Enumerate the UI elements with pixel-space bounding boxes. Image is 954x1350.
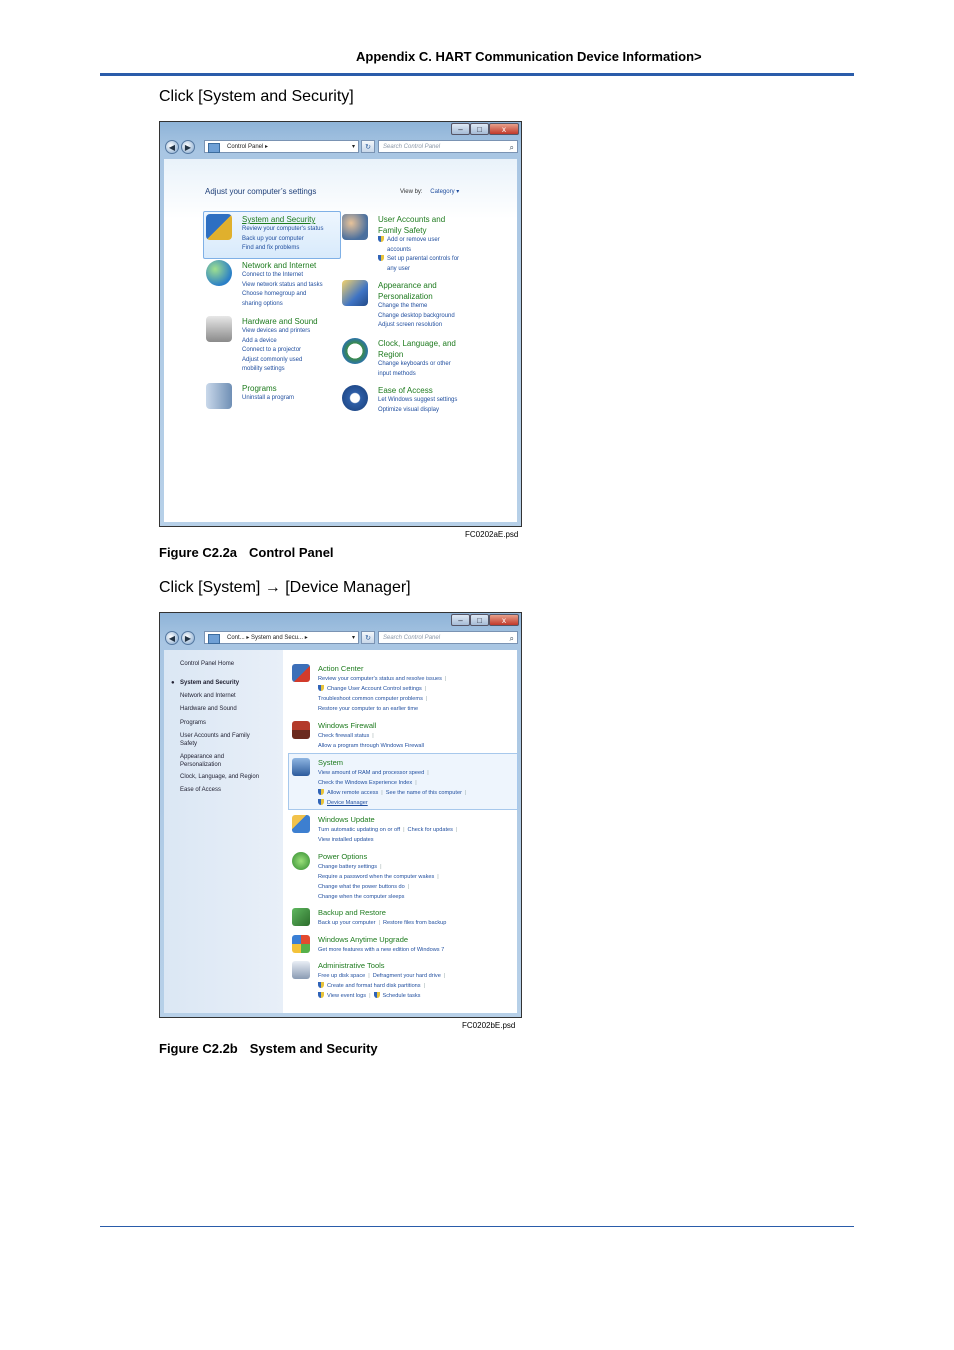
maximize-button[interactable]: □ (470, 123, 489, 135)
title-bar (160, 122, 521, 138)
sidebar-item-appearance-line-2[interactable]: Personalization (180, 762, 222, 768)
admin-tools-icon (292, 961, 310, 979)
sidebar-item-user-accounts[interactable]: User Accounts and Family (180, 733, 250, 739)
sidebar (164, 650, 283, 1013)
windows-logo-icon (292, 935, 310, 953)
back-arrow-icon[interactable]: ◀ (165, 140, 179, 154)
forward-arrow-icon[interactable]: ▶ (181, 631, 195, 645)
shield-flag-icon (206, 214, 232, 240)
sidebar-item-user-accounts-line-2[interactable]: Safety (180, 741, 198, 747)
ease-of-access-icon (342, 385, 368, 411)
close-button[interactable]: x (489, 614, 519, 626)
control-panel-content: Adjust your computer’s settings View by: Category ▾ System and Security Review your computer's status Back up your computer Find and fix problems Network and Internet Connect to the Internet View network status and tasks Choose homegroup and sharing options Hardware and Sound View devices and printers Add a device Connect to a projector Adjust commonly used mobility settings Programs Uninstall a program User Accounts and Family Safety Add or remove user accounts Set up parental controls for any user Appearance and Personalization Change the theme Change desktop background Adjust screen resolution Clock, Language, and Region Change keyboards or other input methods Ease of Access Let Windows suggest settings Optimize visual display (164, 159, 517, 522)
programs-icon (206, 383, 232, 409)
flag-icon (292, 664, 310, 682)
uac-shield-icon (374, 992, 380, 998)
chevron-down-icon[interactable]: ▾ (351, 144, 355, 150)
uac-shield-icon (378, 236, 384, 242)
address-bar[interactable]: Control Panel ▸ ▾ (204, 140, 359, 153)
system-security-window (159, 612, 522, 1018)
firewall-icon (292, 721, 310, 739)
clock-globe-icon (342, 338, 368, 364)
refresh-icon[interactable]: ↻ (361, 631, 375, 644)
minimize-button[interactable]: – (451, 123, 470, 135)
page-title: Adjust your computer’s settings (205, 187, 317, 196)
uac-shield-icon (318, 789, 324, 795)
computer-icon (292, 758, 310, 776)
sidebar-item-programs[interactable]: Programs (180, 720, 207, 726)
uac-shield-icon (318, 799, 324, 805)
view-by-dropdown[interactable]: Category ▾ (430, 189, 460, 195)
sidebar-item-control-panel-home[interactable]: Control Panel Home (180, 661, 235, 667)
uac-shield-icon (318, 685, 324, 691)
title-bar (160, 613, 521, 629)
figure-1-file: FC0202aE.psd (465, 530, 519, 539)
system-security-content: Control Panel Home ● System and Security Network and Internet Hardware and Sound Programs User Accounts and Family Safety Appearance and Personalization Clock, Language, and Region Ease of Access Action Center Review your computer's status and resolve issues | Change User Account Control settings | Troubleshoot common computer problems | Restore your computer to an earlier time Windows Firewall Check firewall status | Allow a program through Windows Firewall System View amount of RAM and processor speed | Check the Windows Experience Index | Allow remote access | See the name of this computer | Device Manager Windows Update Turn automatic updating on or off | Check for updates | View installed updates Power Options Change battery settings | Require a password when the computer wakes | Change what the power buttons do | Change when the computer sleeps Backup and Restore Back up your computer | Restore files from backup Windows Anytime Upgrade Get more features with a new edition of Windows 7 Administrative Tools Free up disk space | Defragment your hard drive | Create and format hard disk partitions | View event logs | Schedule tasks (164, 650, 517, 1013)
navigation-bar (160, 629, 521, 647)
instruction-2: Click [System] → [Device Manager] (159, 579, 411, 596)
sidebar-item-appearance[interactable]: Appearance and (180, 754, 225, 760)
figure-2-file: FC0202bE.psd (462, 1021, 516, 1030)
page-header: Appendix C. HART Communication Device Information> (356, 49, 702, 64)
forward-arrow-icon[interactable]: ▶ (181, 140, 195, 154)
control-panel-folder-icon (208, 634, 220, 644)
sidebar-item-ease-of-access[interactable]: Ease of Access (180, 787, 222, 793)
appearance-icon (342, 280, 368, 306)
maximize-button[interactable]: □ (470, 614, 489, 626)
footer-rule (100, 1226, 854, 1227)
address-bar[interactable]: Cont... ▸ System and Secu... ▸ ▾ (204, 631, 359, 644)
uac-shield-icon (378, 255, 384, 261)
uac-shield-icon (318, 982, 324, 988)
search-icon[interactable]: ⌕ (509, 143, 514, 152)
globe-network-icon (206, 260, 232, 286)
search-input[interactable]: Search Control Panel ⌕ (378, 140, 518, 153)
chevron-down-icon[interactable]: ▾ (351, 635, 355, 641)
back-arrow-icon[interactable]: ◀ (165, 631, 179, 645)
control-panel-window (159, 121, 522, 527)
sidebar-item-hardware[interactable]: Hardware and Sound (180, 706, 237, 712)
view-by: View by: Category ▾ (400, 189, 460, 195)
backup-icon (292, 908, 310, 926)
windows-update-icon (292, 815, 310, 833)
minimize-button[interactable]: – (451, 614, 470, 626)
figure-1-caption: Figure C2.2a Control Panel (159, 545, 334, 560)
sidebar-item-network[interactable]: Network and Internet (180, 693, 236, 699)
uac-shield-icon (318, 992, 324, 998)
device-manager-link[interactable]: Device Manager (327, 800, 368, 806)
power-icon (292, 852, 310, 870)
figure-2-caption: Figure C2.2b System and Security (159, 1041, 378, 1056)
close-button[interactable]: x (489, 123, 519, 135)
sidebar-item-system-security[interactable]: ● System and Security (171, 680, 240, 686)
header-rule (100, 73, 854, 76)
navigation-bar (160, 138, 521, 156)
search-input[interactable]: Search Control Panel ⌕ (378, 631, 518, 644)
refresh-icon[interactable]: ↻ (361, 140, 375, 153)
control-panel-folder-icon (208, 143, 220, 153)
instruction-1: Click [System and Security] (159, 88, 354, 105)
printer-icon (206, 316, 232, 342)
search-icon[interactable]: ⌕ (509, 634, 514, 643)
users-icon (342, 214, 368, 240)
sidebar-item-clock[interactable]: Clock, Language, and Region (180, 774, 260, 780)
bullet-icon: ● (171, 680, 175, 686)
